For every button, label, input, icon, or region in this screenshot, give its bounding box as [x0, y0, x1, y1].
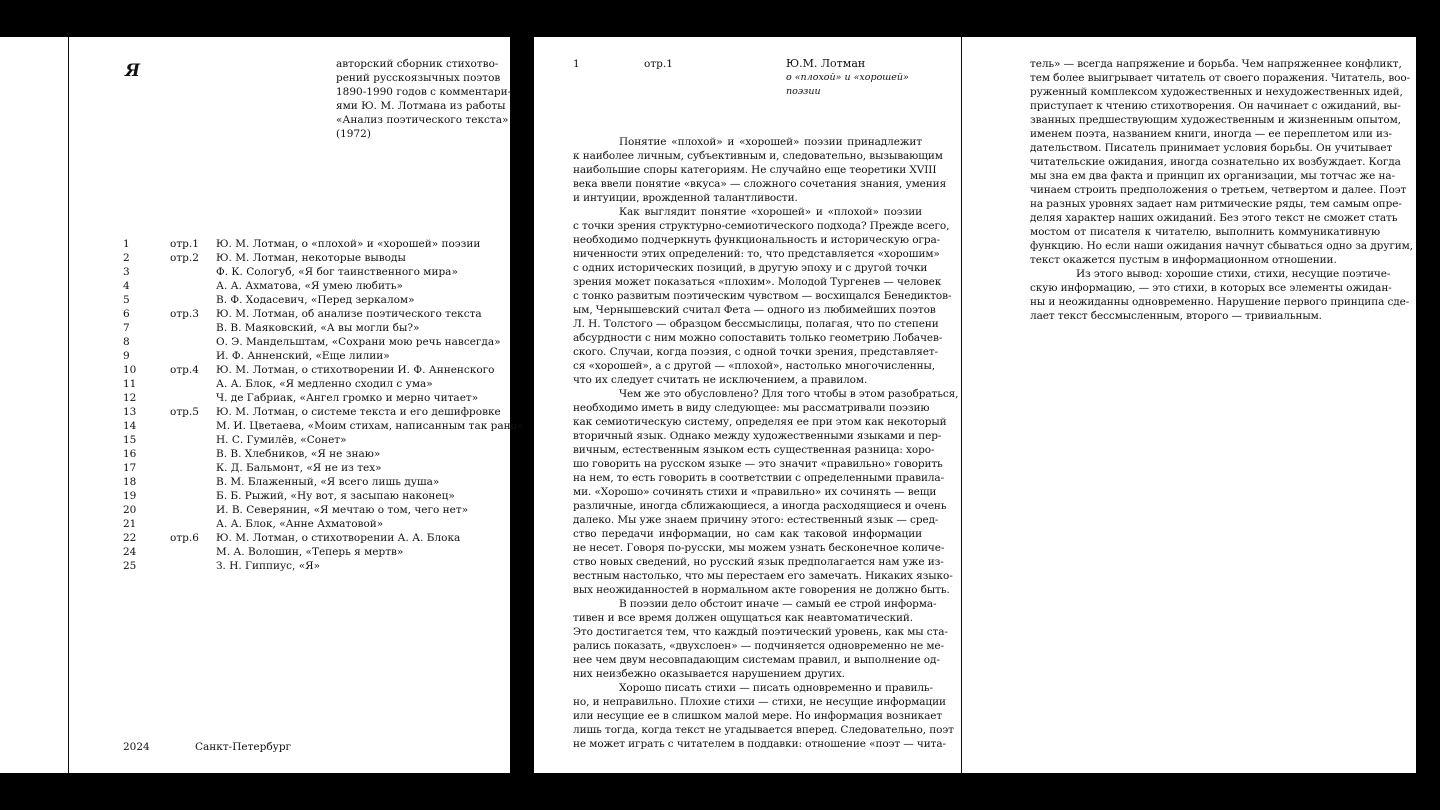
toc-entry[interactable] — [123, 503, 503, 517]
toc-title: В. Ф. Ходасевич, «Перед зеркалом» — [216, 294, 415, 306]
description-line: 1890-1990 годов с комментари- — [336, 86, 512, 98]
text-line: как семиотическую систему, определяя ее при этом как некоторый — [573, 416, 947, 428]
toc-number: 9 — [123, 350, 130, 362]
toc-section: отр.1 — [170, 238, 199, 250]
text-line: Л. Н. Толстого — образцом бессмыслицы, полагая, что по степени — [573, 318, 939, 330]
toc-number: 6 — [123, 308, 130, 320]
text-column-right — [1030, 57, 1413, 323]
toc-number: 20 — [123, 504, 137, 516]
toc-number: 5 — [123, 294, 130, 306]
text-line: на разных уровнях задает нам ритмические ряды, тем самым опре- — [1030, 198, 1402, 210]
table-of-contents — [123, 237, 524, 573]
toc-title: В. М. Блаженный, «Я всего лишь душа» — [216, 476, 440, 488]
text-line: наибольшие споры категориям. Не случайно еще теоретики XVIII — [573, 164, 937, 176]
book-description — [336, 57, 512, 141]
toc-entry[interactable] — [123, 377, 503, 391]
text-line: Хорошо писать стихи — писать одновременно и правиль- — [619, 682, 933, 694]
article-subtitle — [786, 71, 936, 99]
toc-title: Ю. М. Лотман, о стихотворении И. Ф. Анненского — [216, 364, 495, 376]
text-line: мостом от писателя к читателю, выполнить коммуникативную — [1030, 226, 1380, 238]
toc-entry[interactable] — [123, 307, 503, 321]
text-line: лишь тогда, когда текст не угадывается вперед. Следовательно, поэт — [573, 724, 954, 736]
text-line: руженный комплексом художественных и нехудожественных идей, — [1030, 86, 1403, 98]
text-line: на нем, то есть говорить в соответствии с определенными правила- — [573, 472, 945, 484]
text-line: к наиболее личным, субъективным и, следовательно, вызывающим — [573, 150, 943, 162]
toc-entry[interactable] — [123, 279, 503, 293]
toc-section: отр.6 — [170, 532, 199, 544]
toc-title: О. Э. Мандельштам, «Сохрани мою речь навсегда» — [216, 336, 501, 348]
text-line: ского. Случаи, когда поэзия, с одной точки зрения, представляет- — [573, 346, 939, 358]
text-line: тем более выигрывает читатель от своего поражения. Читатель, воо- — [1030, 72, 1411, 84]
text-line: тель» — всегда напряжение и борьба. Чем напряженнее конфликт, — [1030, 58, 1402, 70]
toc-number: 25 — [123, 560, 137, 572]
toc-title: Б. Б. Рыжий, «Ну вот, я засыпаю наконец» — [216, 490, 455, 502]
toc-title: В. В. Маяковский, «А вы могли бы?» — [216, 322, 420, 334]
subtitle-line: о «плохой» и «хорошей» — [786, 72, 909, 83]
toc-title: М. А. Волошин, «Теперь я мертв» — [216, 546, 404, 558]
text-line: скую информацию, — это стихи, в которых все элементы ожидан- — [1030, 282, 1392, 294]
toc-entry[interactable] — [123, 349, 503, 363]
description-line: ями Ю. М. Лотмана из работы — [336, 100, 506, 112]
toc-title: Ю. М. Лотман, о системе текста и его дешифровке — [216, 406, 501, 418]
text-line: ны и неожиданны одновременно. Нарушение первого принципа сде- — [1030, 296, 1410, 308]
toc-title: Ч. де Габриак, «Ангел громко и мерно читает» — [216, 392, 479, 404]
toc-number: 22 — [123, 532, 137, 544]
text-line: с точки зрения структурно-семиотического подхода? Прежде всего, — [573, 220, 950, 232]
text-line: вторичный язык. Однако между художественными языками и пер- — [573, 430, 942, 442]
title-page — [0, 37, 524, 773]
toc-section: отр.2 — [170, 252, 199, 264]
toc-entry[interactable] — [123, 447, 503, 461]
text-line: приступает к чтению стихотворения. Он начинает с ожиданий, вы- — [1030, 100, 1401, 112]
text-line: Как выглядит понятие «хорошей» и «плохой» поэзии — [619, 206, 922, 218]
toc-entry[interactable] — [123, 419, 524, 433]
toc-title: Ф. К. Сологуб, «Я бог таинственного мира» — [216, 266, 458, 278]
text-line: Из этого вывод: хорошие стихи, стихи, несущие поэтиче- — [1076, 268, 1391, 280]
toc-entry[interactable] — [123, 545, 503, 559]
toc-title: Н. С. Гумилёв, «Сонет» — [216, 434, 347, 446]
text-line: но, и неправильно. Плохие стихи — стихи, не несущие информации — [573, 696, 946, 708]
toc-number: 15 — [123, 434, 137, 446]
toc-title: А. А. Блок, «Анне Ахматовой» — [216, 518, 384, 530]
text-line: ниченности этих определений: то, что представляется «хорошим» — [573, 248, 940, 260]
toc-entry[interactable] — [123, 517, 503, 531]
text-line: тивен и все время должен ощущаться как неавтоматический. — [573, 612, 914, 624]
toc-entry[interactable] — [123, 433, 503, 447]
toc-number: 3 — [123, 266, 130, 278]
subtitle-line: поэзии — [786, 86, 821, 97]
margin-rule — [68, 37, 69, 773]
toc-number: 8 — [123, 336, 130, 348]
text-line: мы зна ем два факта и принцип их организации, мы тотчас же на- — [1030, 170, 1395, 182]
text-line: званных предшествующим художественным и жизненным опытом, — [1030, 114, 1401, 126]
description-line: рений русскоязычных поэтов — [336, 72, 501, 84]
toc-number: 10 — [123, 364, 137, 376]
toc-title: Ю. М. Лотман, о «плохой» и «хорошей» поэзии — [216, 238, 481, 250]
toc-title: А. А. Ахматова, «Я умею любить» — [216, 280, 403, 292]
author-name: Ю.М. Лотман — [786, 57, 866, 70]
toc-number: 13 — [123, 406, 137, 418]
text-line: вичным, естественным языком есть существенная разница: хоро- — [573, 444, 935, 456]
toc-number: 18 — [123, 476, 137, 488]
toc-entry[interactable] — [123, 531, 503, 545]
toc-number: 14 — [123, 420, 137, 432]
text-line: далеко. Мы уже знаем причину этого: естественный язык — сред- — [573, 514, 939, 526]
text-line: Это достигается тем, что каждый поэтический уровень, как мы ста- — [573, 626, 948, 638]
text-line: что их следует считать не исключением, а правилом. — [573, 374, 868, 386]
text-line: нее чем двум несовпадающим системам правил, и выполнение од- — [573, 654, 940, 666]
toc-number: 24 — [123, 546, 137, 558]
toc-entry[interactable] — [123, 391, 503, 405]
toc-number: 11 — [123, 378, 137, 390]
toc-number: 1 — [123, 238, 130, 250]
toc-entry[interactable] — [123, 489, 503, 503]
toc-title: И. Ф. Анненский, «Еще лилии» — [216, 350, 390, 362]
text-line: абсурдности с ним можно сопоставить только геометрию Лобачев- — [573, 332, 943, 344]
text-line: ся «хорошей», а с другой — «плохой», настолько многочисленны, — [573, 360, 936, 372]
toc-number: 4 — [123, 280, 130, 292]
toc-entry[interactable] — [123, 321, 503, 335]
toc-title: И. В. Северянин, «Я мечтаю о том, чего нет» — [216, 504, 469, 516]
toc-title: А. А. Блок, «Я медленно сходил с ума» — [216, 378, 433, 390]
toc-entry[interactable] — [123, 559, 503, 573]
text-line: именем поэта, названием книги, иногда — ее переплетом или из- — [1030, 128, 1392, 140]
toc-number: 21 — [123, 518, 137, 530]
text-line: функцию. Но если наши ожидания начнут сбываться одно за другим, — [1030, 240, 1413, 252]
text-line: с тонко развитым поэтическим чувством — восхищался Бенедиктов- — [573, 290, 952, 302]
gutter-rule — [961, 37, 962, 773]
text-line: читательские ожидания, иногда сознательно их возбуждает. Когда — [1030, 156, 1401, 168]
text-line: и интуиции, врожденной талантливости. — [573, 192, 798, 204]
toc-section: отр.5 — [170, 406, 199, 418]
toc-section: отр.4 — [170, 364, 199, 376]
toc-title: Ю. М. Лотман, об анализе поэтического текста — [216, 308, 482, 320]
text-line: чинаем строить предположения о третьем, четвертом и далее. Поэт — [1030, 184, 1407, 196]
text-line: не несет. Говоря по-русски, мы можем узнать бесконечное количе- — [573, 542, 945, 554]
page-number: 1 — [573, 58, 580, 70]
text-line: рались показать, «двухслоен» — подчиняется одновременно не ме- — [573, 640, 944, 652]
text-line: века ввели понятие «вкуса» — сложного сочетания знания, умения — [573, 178, 947, 190]
text-spread — [534, 37, 1416, 773]
toc-entry[interactable] — [123, 237, 503, 251]
toc-number: 12 — [123, 392, 137, 404]
text-column-left — [573, 135, 959, 751]
toc-number: 7 — [123, 322, 130, 334]
toc-entry[interactable] — [123, 335, 503, 349]
text-line: различные, иногда сближающиеся, а иногда расходящиеся и очень — [573, 500, 947, 512]
toc-title: Ю. М. Лотман, о стихотворении А. А. Блока — [216, 532, 461, 544]
toc-number: 17 — [123, 462, 137, 474]
description-line: (1972) — [336, 128, 371, 140]
section-label: отр.1 — [644, 58, 673, 70]
text-line: необходимо иметь в виду следующее: мы рассматривали поэзию — [573, 402, 930, 414]
toc-title: В. В. Хлебников, «Я не знаю» — [216, 448, 381, 460]
text-line: ство передачи информации, но сам как таковой информации — [573, 528, 922, 540]
description-line: «Анализ поэтического текста» — [336, 114, 509, 126]
toc-title: М. И. Цветаева, «Моим стихам, написанным так рано» — [216, 420, 524, 432]
text-line: деляя характер наших ожиданий. Без этого текст не сможет стать — [1030, 212, 1398, 224]
text-line: текст окажется пустым в информационном отношении. — [1030, 254, 1337, 266]
text-line: В поэзии дело обстоит иначе — самый ее строй информа- — [619, 598, 937, 610]
publication-year: 2024 — [123, 741, 150, 753]
book-logo: Я — [125, 61, 140, 81]
toc-title: З. Н. Гиппиус, «Я» — [216, 560, 321, 572]
text-line: них неизбежно оказывается нарушением других. — [573, 668, 845, 680]
text-line: вых неожиданностей в нормальном акте говорения не должно быть. — [573, 584, 950, 596]
toc-entry[interactable] — [123, 363, 503, 377]
toc-number: 19 — [123, 490, 137, 502]
text-line: необходимо подчеркнуть функциональность и историческую огра- — [573, 234, 941, 246]
text-line: ми. «Хорошо» сочинять стихи и «правильно» их сочинять — вещи — [573, 486, 937, 498]
toc-number: 16 — [123, 448, 137, 460]
text-line: ым, Чернышевский считал Фета — одного из любимейших поэтов — [573, 304, 936, 316]
toc-number: 2 — [123, 252, 130, 264]
toc-entry[interactable] — [123, 293, 503, 307]
text-line: или несущие ее в слишком малой мере. Но информация возникает — [573, 710, 943, 722]
toc-entry[interactable] — [123, 405, 503, 419]
toc-entry[interactable] — [123, 461, 503, 475]
text-line: дательством. Писатель принимает условия борьбы. Он учитывает — [1030, 142, 1393, 154]
text-line: лает текст бессмысленным, второго — тривиальным. — [1030, 310, 1322, 322]
text-line: шо говорить на русском языке — это значит «правильно» говорить — [573, 458, 943, 470]
text-line: вестным настолько, что мы перестаем его замечать. Никаких языко- — [573, 570, 953, 582]
text-line: с одних исторических позиций, в другую эпоху и с другой точки — [573, 262, 928, 274]
text-line: Понятие «плохой» и «хорошей» поэзии принадлежит — [619, 136, 922, 148]
toc-entry[interactable] — [123, 475, 503, 489]
text-line: Чем же это обусловлено? Для того чтобы в этом разобраться, — [619, 388, 959, 400]
text-line: ство новых сведений, но русский язык предполагается нам уже из- — [573, 556, 944, 568]
text-line: не может играть с читателем в поддавки: отношение «поэт — чита- — [573, 738, 946, 750]
toc-title: К. Д. Бальмонт, «Я не из тех» — [216, 462, 382, 474]
toc-title: Ю. М. Лотман, некоторые выводы — [216, 252, 406, 264]
publication-city: Санкт-Петербург — [195, 741, 292, 753]
toc-entry[interactable] — [123, 265, 503, 279]
description-line: авторский сборник стихотво- — [336, 58, 499, 70]
toc-entry[interactable] — [123, 251, 503, 265]
toc-section: отр.3 — [170, 308, 199, 320]
text-line: зрения может показаться «плохим». Молодой Тургенев — человек — [573, 276, 942, 288]
